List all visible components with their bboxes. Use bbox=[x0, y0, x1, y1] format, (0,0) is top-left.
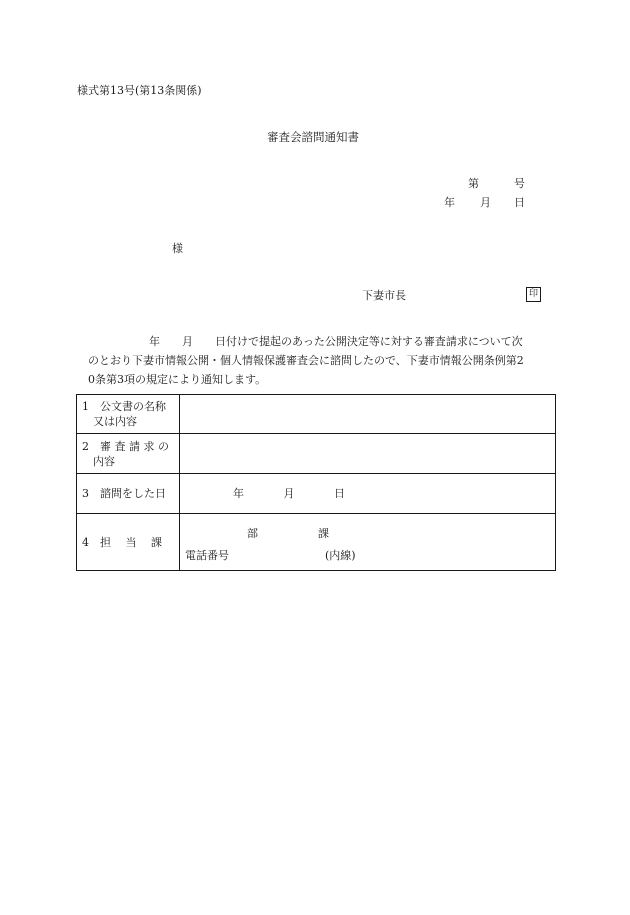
table-row-document-name bbox=[77, 395, 556, 434]
document-title: 審査会諮問通知書 bbox=[267, 130, 359, 144]
table-row-request-content bbox=[77, 434, 556, 474]
table-row-consultation-date bbox=[77, 474, 556, 514]
consultation-date-field[interactable] bbox=[180, 474, 556, 514]
department-ka: 課 bbox=[318, 527, 329, 540]
issue-date-day: 日 bbox=[514, 196, 525, 209]
row-label-request-content: 2 審 査 請 求 の 内容 bbox=[77, 434, 180, 474]
request-content-field[interactable] bbox=[180, 434, 556, 474]
document-name-field[interactable] bbox=[180, 395, 556, 434]
notice-details-table bbox=[76, 394, 556, 571]
department-bu: 部 bbox=[247, 527, 258, 540]
body-line-1-text: 日付けで提起のあった公開決定等に対する審査請求について次 bbox=[215, 335, 523, 348]
body-month: 月 bbox=[182, 335, 193, 348]
row-label-department: 4 担 当 課 bbox=[77, 514, 180, 571]
consultation-year: 年 bbox=[233, 487, 244, 500]
body-line-1 bbox=[77, 332, 555, 351]
department-details bbox=[185, 518, 550, 566]
issue-date-month: 月 bbox=[480, 196, 491, 209]
document-number-suffix: 号 bbox=[514, 177, 525, 190]
consultation-day: 日 bbox=[334, 487, 345, 500]
extension-label: (内線) bbox=[325, 549, 356, 562]
document-number-prefix: 第 bbox=[468, 177, 479, 190]
consultation-month: 月 bbox=[283, 487, 295, 500]
addressee-honorific: 様 bbox=[172, 242, 183, 255]
phone-label: 電話番号 bbox=[185, 549, 229, 562]
notice-body bbox=[77, 332, 555, 389]
body-year: 年 bbox=[149, 335, 160, 348]
seal-mark: 印 bbox=[526, 287, 541, 302]
body-line-2: のとおり下妻市情報公開・個人情報保護審査会に諮問したので、下妻市情報公開条例第2 bbox=[88, 354, 524, 367]
form-number: 様式第13号(第13条関係) bbox=[77, 84, 202, 97]
row-label-document-name: 1 公文書の名称 又は内容 bbox=[77, 395, 180, 434]
sender-name: 下妻市長 bbox=[362, 289, 406, 302]
table-row-department bbox=[77, 514, 556, 571]
department-field[interactable] bbox=[180, 514, 556, 571]
body-line-3: 0条第3項の規定により通知します。 bbox=[88, 373, 267, 386]
issue-date-year: 年 bbox=[444, 196, 455, 209]
row-label-consultation-date: 3 諮問をした日 bbox=[77, 474, 180, 514]
